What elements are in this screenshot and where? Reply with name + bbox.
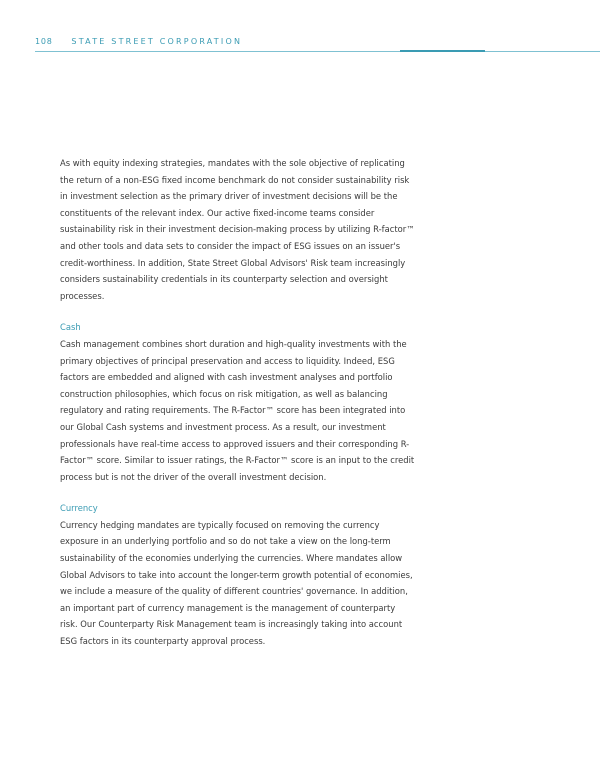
- section-heading-currency: Currency: [60, 503, 98, 514]
- section-paragraph-currency: Currency hedging mandates are typically focused on removing the currency exposure in an underlying portfolio and so do not take a view on the long-term sustainability of the economies underlying the currencies. Where mandates allow Global Advisors to take into account the longer-term growth potential of economies, we include a measure of the quality of different countries' governance. In addition, an important part of currency management is the management of counterparty risk. Our Counterparty Risk Management team is increasingly taking into account ESG factors in its counterparty approval process.: [60, 519, 413, 647]
- organization-name: STATE STREET CORPORATION: [71, 37, 243, 46]
- intro-paragraph: As with equity indexing strategies, mandates with the sole objective of replicating the return of a non-ESG fixed income benchmark do not consider sustainability risk in investment selection as the primary driver of investment decisions will be the constituents of the relevant index. Our active fixed-income teams consider sustainability risk in their investment decision-making process by utilizing R-factor™ and other tools and data sets to consider the impact of ESG issues on an issuer's credit-worthiness. In addition, State Street Global Advisors' Risk team increasingly considers sustainability credentials in its counterparty selection and oversight processes.: [60, 158, 415, 301]
- header-rule-accent: [400, 50, 485, 52]
- section-cash: [60, 319, 415, 485]
- header-rule: [35, 51, 600, 52]
- section-paragraph-cash: Cash management combines short duration and high-quality investments with the primary objectives of principal preservation and access to liquidity. Indeed, ESG factors are embedded and aligned with cash investment analyses and portfolio construction philosophies, which focus on risk mitigation, as well as balancing regulatory and rating requirements. The R-Factor™ score has been integrated into our Global Cash systems and investment process. As a result, our investment professionals have real-time access to approved issuers and their corresponding R-Factor™ score. Similar to issuer ratings, the R-Factor™ score is an input to the credit process but is not the driver of the overall investment decision.: [60, 338, 415, 482]
- running-header: [35, 37, 600, 49]
- section-heading-cash: Cash: [60, 322, 81, 333]
- main-content: [60, 155, 415, 650]
- section-currency: [60, 500, 415, 649]
- page-number: 108: [35, 37, 53, 46]
